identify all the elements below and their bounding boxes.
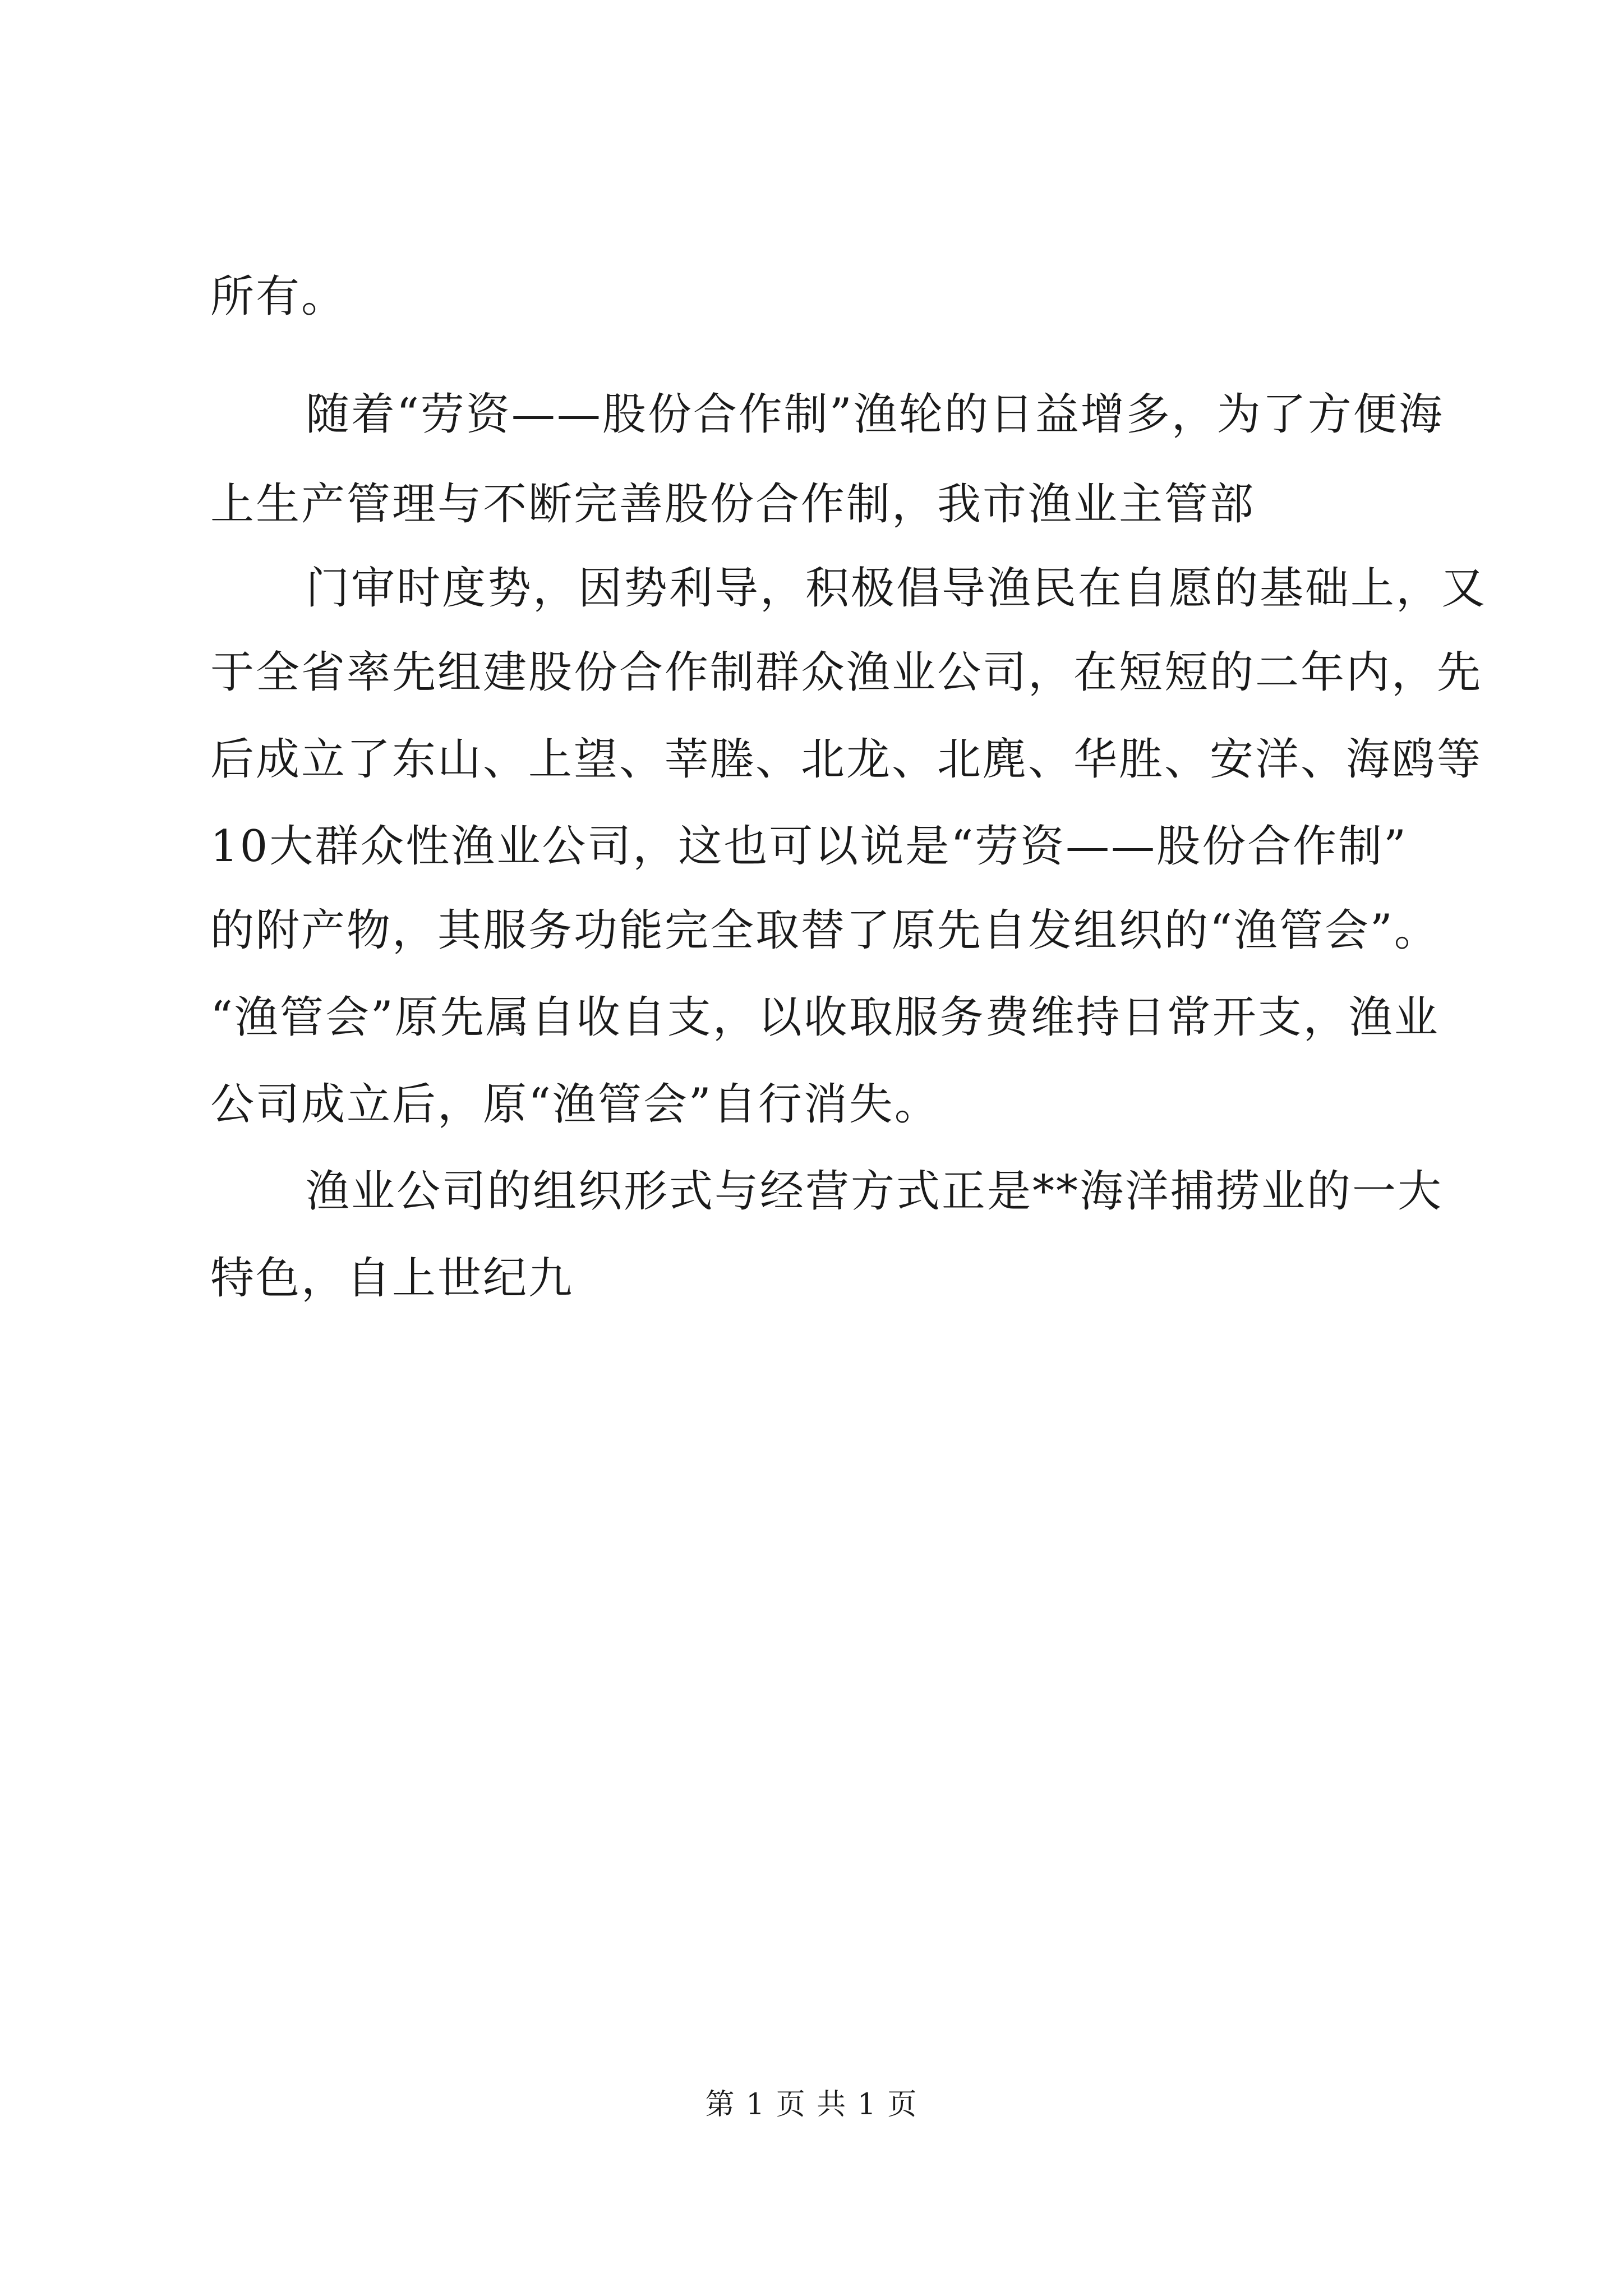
text-line-2: 随着“劳资——股份合作制”渔轮的日益增多，为了方便海 (306, 389, 1444, 440)
text-line-3: 上生产管理与不断完善股份合作制，我市渔业主管部 (210, 479, 1256, 530)
text-line-1: 所有。 (210, 272, 347, 322)
text-line-7: 10大群众性渔业公司，这也可以说是“劳资——股份合作制” (210, 821, 1408, 872)
text-line-12: 特色，自上世纪九 (210, 1253, 574, 1304)
page-number-footer: 第 1 页 共 1 页 (705, 2088, 918, 2122)
text-line-9: “渔管会”原先属自收自支，以收取服务费维持日常开支，渔业 (210, 992, 1440, 1043)
text-line-4: 门审时度势，因势利导，积极倡导渔民在自愿的基础上，又 (306, 563, 1487, 614)
text-line-11: 渔业公司的组织形式与经营方式正是**海洋捕捞业的一大 (306, 1166, 1444, 1217)
text-line-10: 公司成立后，原“渔管会”自行消失。 (210, 1079, 940, 1130)
text-line-8: 的附产物，其服务功能完全取替了原先自发组织的“渔管会”。 (210, 905, 1440, 956)
text-line-5: 于全省率先组建股份合作制群众渔业公司，在短短的二年内，先 (210, 647, 1483, 698)
text-line-6: 后成立了东山、上望、莘塍、北龙、北麂、华胜、安洋、海鸥等 (210, 734, 1483, 785)
